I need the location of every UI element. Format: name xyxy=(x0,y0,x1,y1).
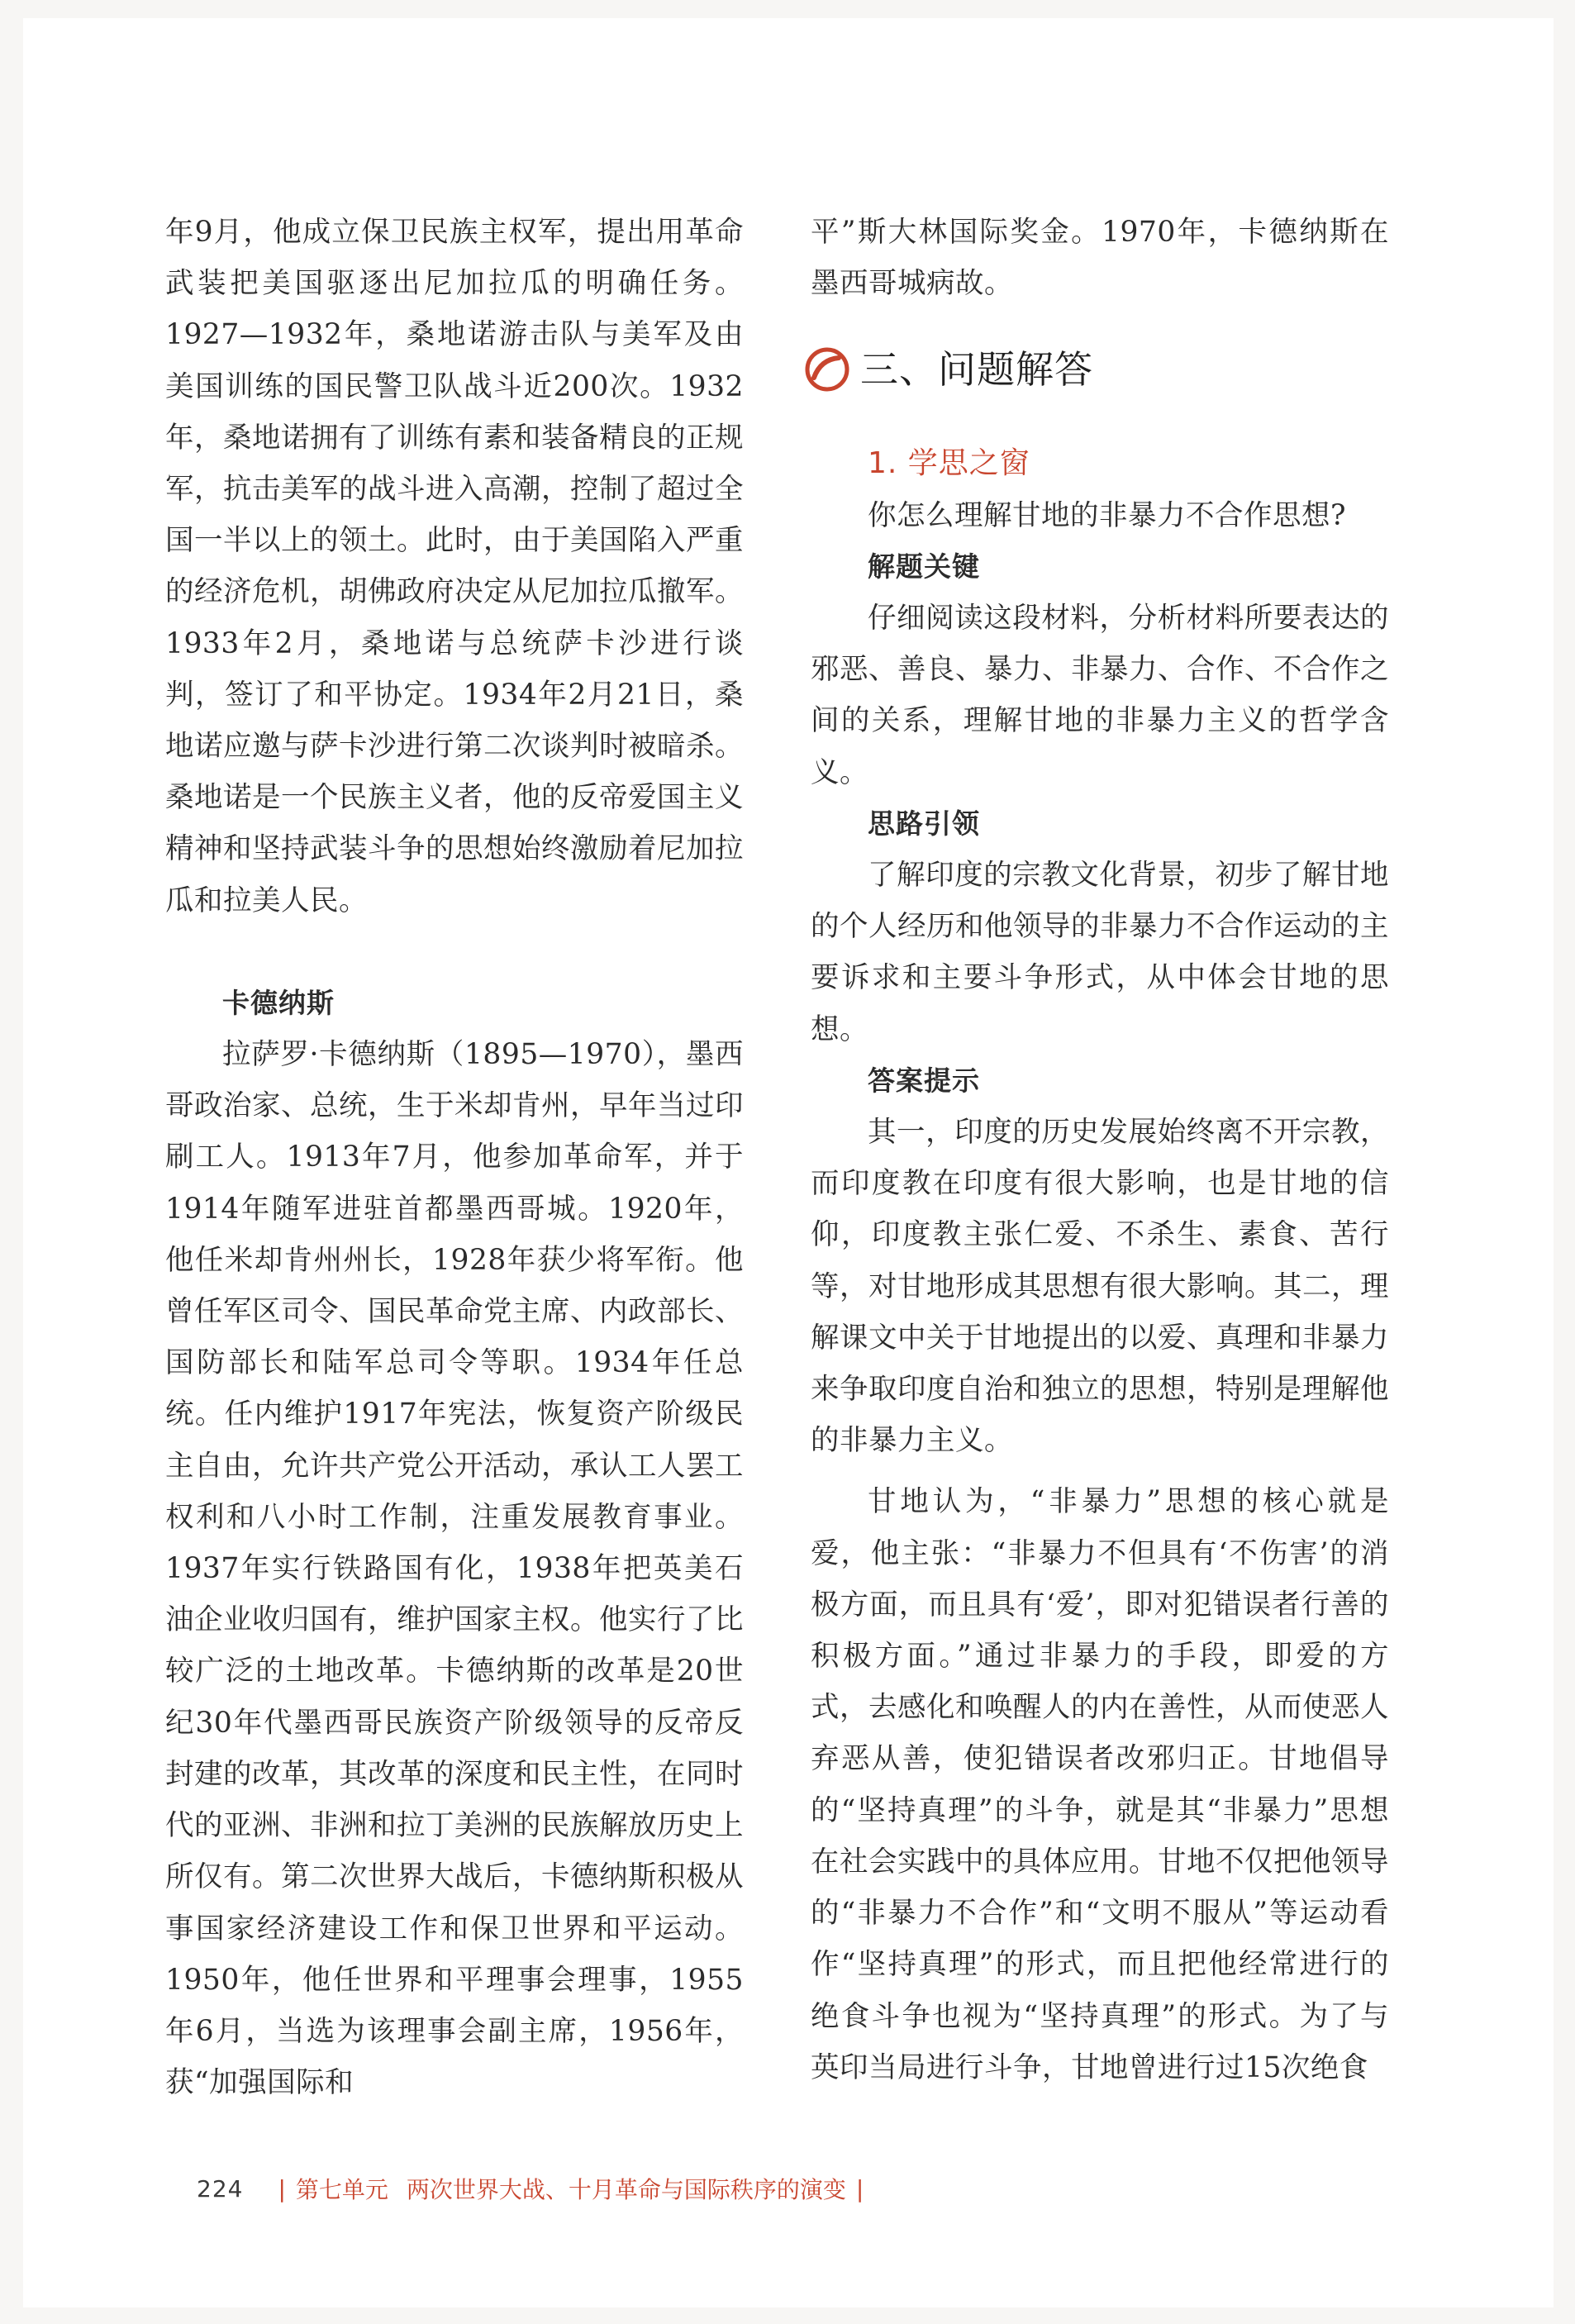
page-footer xyxy=(197,2172,873,2205)
swirl-bullet-icon xyxy=(802,345,852,394)
answer-paragraph-2: 甘地认为，“非暴力”思想的核心就是爱，他主张：“非暴力不但具有‘不伤害’的消极方面，而且具有‘爱’，即对犯错误者行善的积极方面。”通过非暴力的手段，即爱的方式，去感化和唤醒人的内在善性，从而使恶人弃恶从善，使犯错误者改邪归正。甘地倡导的“坚持真理”的斗争，就是其“非暴力”思想在社会实践中的具体应用。甘地不仅把他领导的“非暴力不合作”和“文明不服从”等运动看作“坚持真理”的形式，而且把他经常进行的绝食斗争也视为“坚持真理”的形式。为了与英印当局进行斗争，甘地曾进行过15次绝食 xyxy=(811,1485,1389,2084)
answer-paragraph-1: 其一，印度的历史发展始终离不开宗教，而印度教在印度有很大影响，也是甘地的信仰，印度教主张仁爱、不杀生、素食、苦行等，对甘地形成其思想有很大影响。其二，理解课文中关于甘地提出的以爱、真理和非暴力来争取印度自治和独立的思想，特别是理解他的非暴力主义。 xyxy=(811,1116,1389,1458)
footer-divider: | xyxy=(278,2174,286,2203)
answer-label: 答案提示 xyxy=(868,1064,980,1097)
key-label: 解题关键 xyxy=(868,550,980,583)
footer-chapter: 两次世界大战、十月革命与国际秩序的演变 xyxy=(406,2176,846,2203)
key-text: 仔细阅读这段材料，分析材料所要表达的邪恶、善良、暴力、非暴力、合作、不合作之间的关系，理解甘地的非暴力主义的哲学含义。 xyxy=(811,602,1389,789)
sandino-paragraph: 年9月，他成立保卫民族主权军，提出用革命武装把美国驱逐出尼加拉瓜的明确任务。1927—1932年，桑地诺游击队与美军及由美国训练的国民警卫队战斗近200次。1932年，桑地诺拥有了训练有素和装备精良的正规军，抗击美军的战斗进入高潮，控制了超过全国一半以上的领土。此时，由于美国陷入严重的经济危机，胡佛政府决定从尼加拉瓜撤军。1933年2月，桑地诺与总统萨卡沙进行谈判，签订了和平协定。1934年2月21日，桑地诺应邀与萨卡沙进行第二次谈判时被暗杀。桑地诺是一个民族主义者，他的反帝爱国主义精神和坚持武装斗争的思想始终激励着尼加拉瓜和拉美人民。 xyxy=(165,216,744,917)
footer-divider-end: | xyxy=(855,2174,864,2203)
guide-text: 了解印度的宗教文化背景，初步了解甘地的个人经历和他领导的非暴力不合作运动的主要诉求和主要斗争形式，从中体会甘地的思想。 xyxy=(811,859,1389,1046)
question-text: 你怎么理解甘地的非暴力不合作思想? xyxy=(868,498,1346,532)
cardenas-bio-paragraph: 拉萨罗·卡德纳斯（1895—1970），墨西哥政治家、总统，生于米却肯州，早年当过印刷工人。1913年7月，他参加革命军，并于1914年随军进驻首都墨西哥城。1920年，他任米却肯州州长，1928年获少将军衔。他曾任军区司令、国民革命党主席、内政部长、国防部长和陆军总司令等职。1934年任总统。任内维护1917年宪法，恢复资产阶级民主自由，允许共产党公开活动，承认工人罢工权利和八小时工作制，注重发展教育事业。1937年实行铁路国有化，1938年把英美石油企业收归国有，维护国家主权。他实行了比较广泛的土地改革。卡德纳斯的改革是20世纪30年代墨西哥民族资产阶级领导的反帝反封建的改革，其改革的深度和民主性，在同时代的亚洲、非洲和拉丁美洲的民族解放历史上所仅有。第二次世界大战后，卡德纳斯积极从事国家经济建设工作和保卫世界和平运动。1950年，他任世界和平理事会理事，1955年6月，当选为该理事会副主席，1956年，获“加强国际和 xyxy=(165,1038,744,2100)
xuesi-window-title: 1. 学思之窗 xyxy=(868,446,1030,481)
right-column xyxy=(811,207,1389,2093)
left-column xyxy=(165,207,744,2108)
footer-unit: 第七单元 xyxy=(295,2176,388,2203)
page-number: 224 xyxy=(197,2174,244,2203)
cardenas-bio-end: 平”斯大林国际奖金。1970年，卡德纳斯在墨西哥城病故。 xyxy=(811,216,1389,301)
section-heading xyxy=(811,324,1389,415)
textbook-page xyxy=(23,18,1554,2307)
cardenas-title: 卡德纳斯 xyxy=(222,986,335,1019)
section-title-text: 三、问题解答 xyxy=(860,347,1093,393)
guide-label: 思路引领 xyxy=(868,807,980,840)
